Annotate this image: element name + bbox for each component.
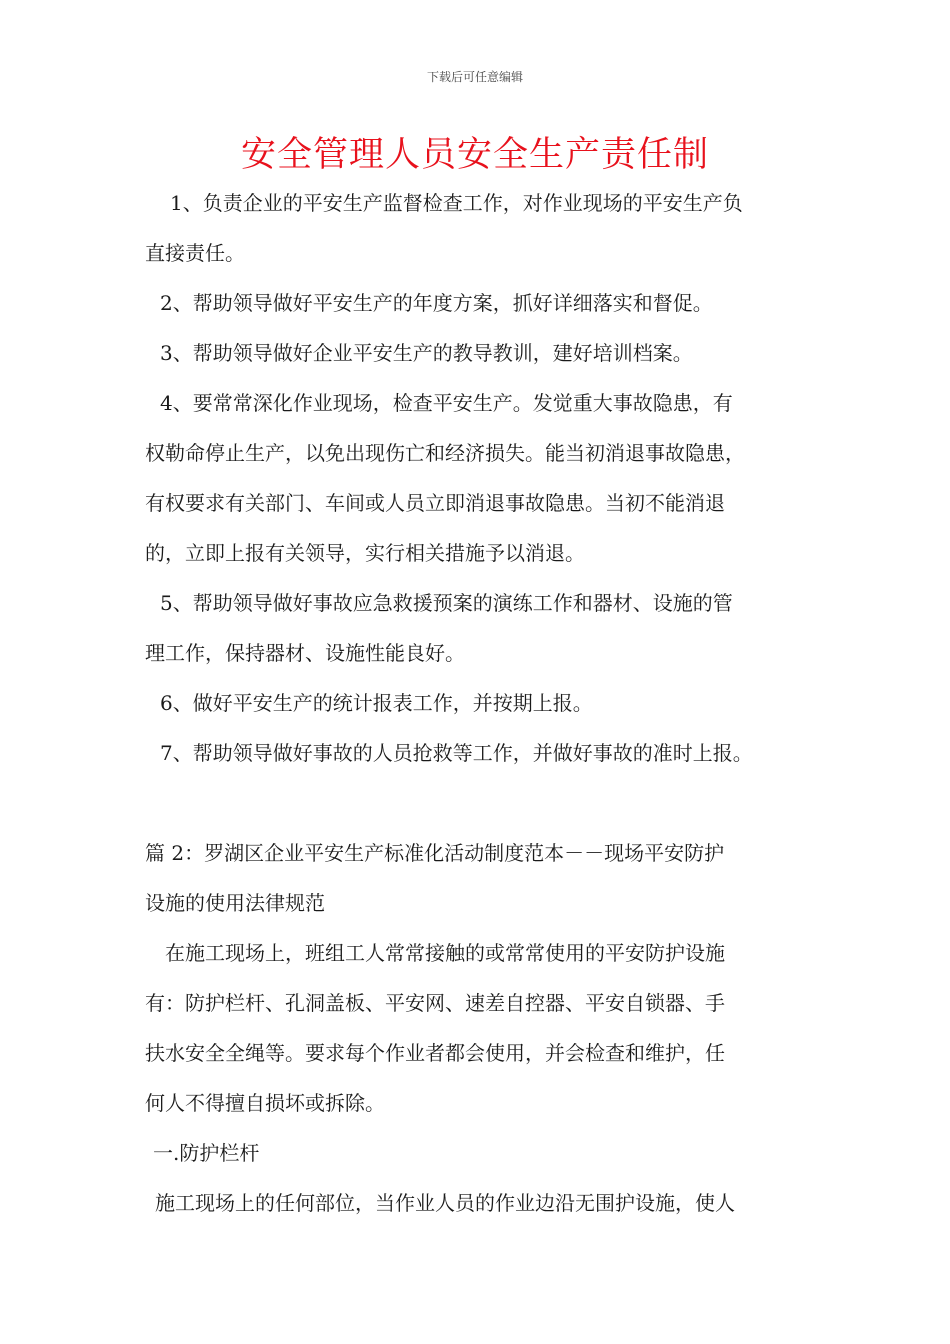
header-note: 下载后可任意编辑 [426, 70, 523, 84]
paragraph-line: 权勒命停止生产，以免出现伤亡和经济损失。能当初消退事故隐患， [145, 441, 745, 465]
paragraph-line: 2、帮助领导做好平安生产的年度方案，抓好详细落实和督促。 [160, 291, 713, 315]
paragraph-line: 理工作，保持器材、设施性能良好。 [145, 641, 465, 665]
paragraph-line: 施工现场上的任何部位，当作业人员的作业边沿无围护设施，使人 [155, 1191, 735, 1215]
paragraph-line: 有权要求有关部门、车间或人员立即消退事故隐患。当初不能消退 [145, 491, 725, 515]
paragraph-line: 7、帮助领导做好事故的人员抢救等工作，并做好事故的准时上报。 [160, 741, 753, 765]
paragraph-line: 6、做好平安生产的统计报表工作，并按期上报。 [160, 691, 593, 715]
paragraph-line: 1、负责企业的平安生产监督检查工作，对作业现场的平安生产负 [170, 191, 743, 215]
paragraph-line: 扶水安全全绳等。要求每个作业者都会使用，并会检查和维护，任 [145, 1041, 725, 1065]
paragraph-line: 5、帮助领导做好事故应急救援预案的演练工作和器材、设施的管 [160, 591, 733, 615]
document-body [145, 178, 810, 1228]
section-heading: 设施的使用法律规范 [145, 891, 325, 915]
paragraph-line: 的，立即上报有关领导，实行相关措施予以消退。 [145, 541, 585, 565]
paragraph-line: 有：防护栏杆、孔洞盖板、平安网、速差自控器、平安自锁器、手 [145, 991, 725, 1015]
paragraph-gap [145, 778, 810, 828]
paragraph-line: 4、要常常深化作业现场，检查平安生产。发觉重大事故隐患，有 [160, 391, 733, 415]
paragraph-line: 直接责任。 [145, 241, 245, 265]
paragraph-line: 3、帮助领导做好企业平安生产的教导教训，建好培训档案。 [160, 341, 693, 365]
paragraph-line: 在施工现场上，班组工人常常接触的或常常使用的平安防护设施 [165, 941, 725, 965]
paragraph-line: 何人不得擅自损坏或拆除。 [145, 1091, 385, 1115]
document-title: 安全管理人员安全生产责任制 [240, 135, 709, 175]
section-heading: 篇 2：罗湖区企业平安生产标准化活动制度范本－－现场平安防护 [145, 841, 725, 865]
subsection-heading: 一.防护栏杆 [153, 1141, 260, 1165]
